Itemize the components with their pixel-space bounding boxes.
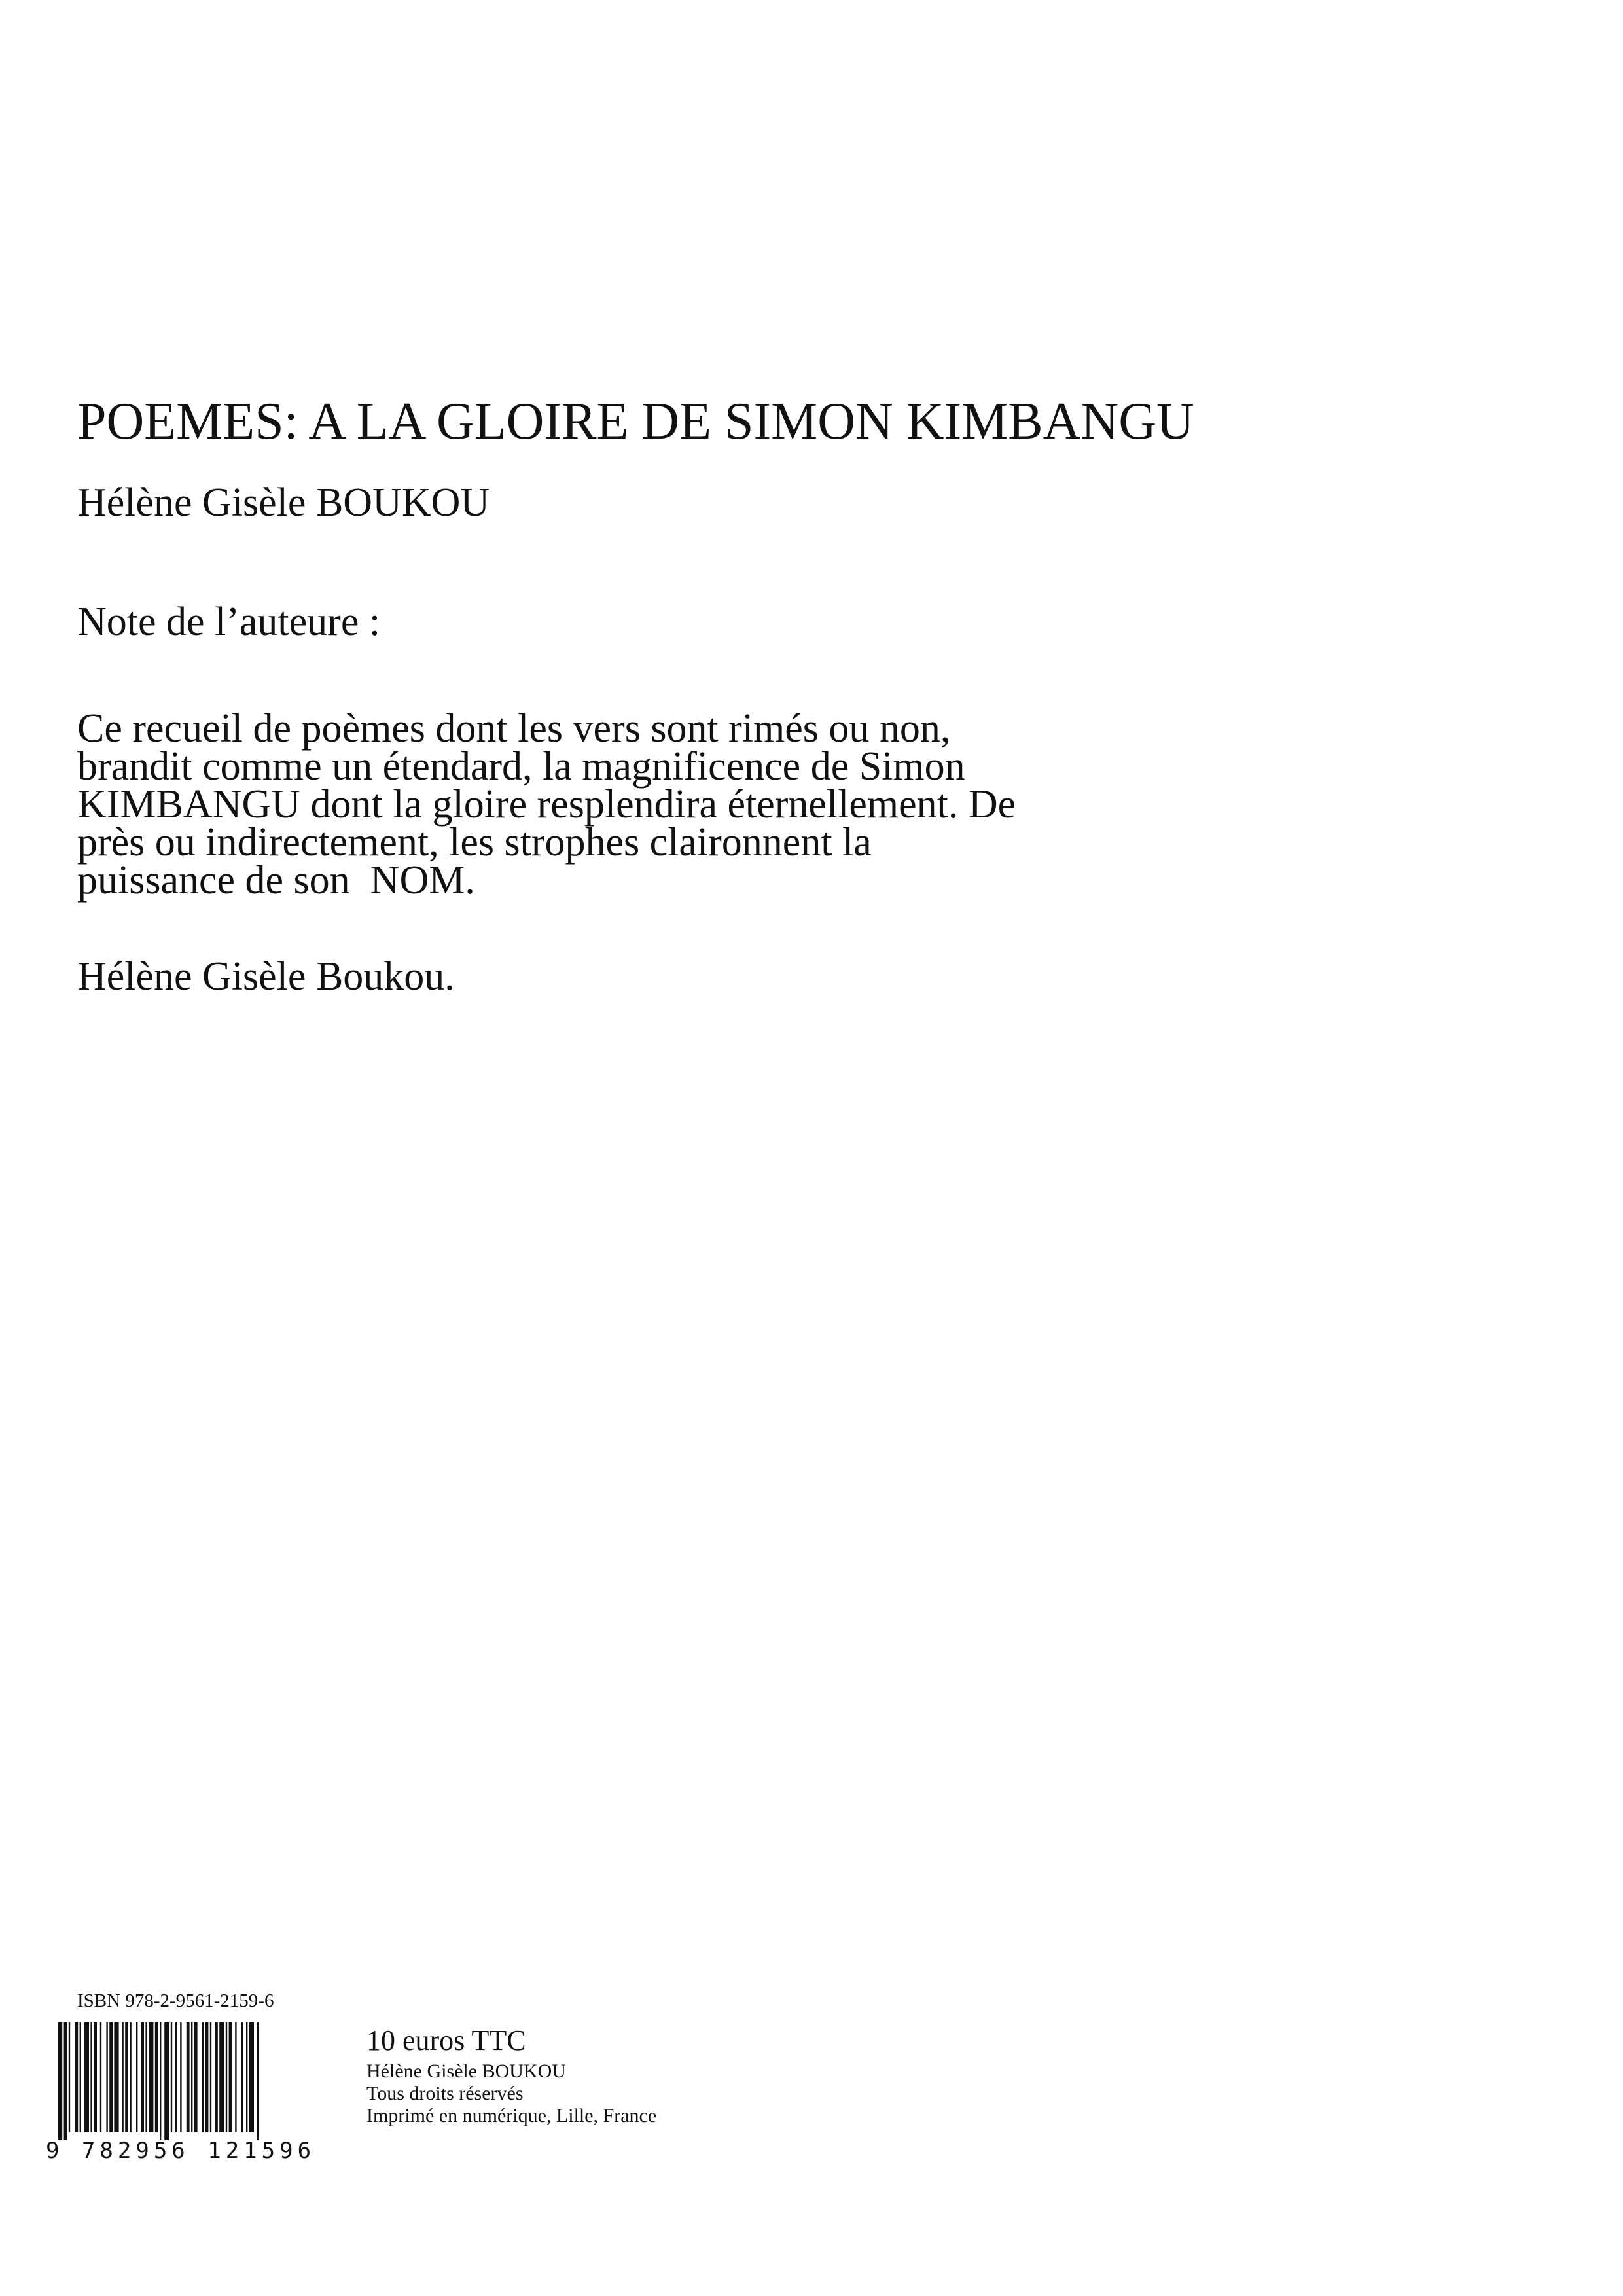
barcode-bar bbox=[106, 2022, 107, 2132]
note-line: KIMBANGU dont la gloire resplendira éternellement. De bbox=[77, 782, 1016, 827]
barcode-bar bbox=[64, 2022, 67, 2140]
barcode-bar bbox=[125, 2022, 128, 2132]
barcode-bar bbox=[171, 2022, 172, 2132]
barcode-bar bbox=[58, 2022, 62, 2140]
barcode-bar bbox=[130, 2022, 131, 2132]
price: 10 euros TTC bbox=[366, 2024, 526, 2056]
author-name: Hélène Gisèle BOUKOU bbox=[77, 480, 490, 525]
barcode-bar bbox=[229, 2022, 232, 2132]
barcode-bar bbox=[194, 2022, 198, 2132]
note-line: puissance de son NOM. bbox=[77, 858, 475, 903]
book-title: POEMES: A LA GLOIRE DE SIMON KIMBANGU bbox=[77, 393, 1194, 450]
barcode-bar bbox=[205, 2022, 209, 2132]
barcode-bar bbox=[94, 2022, 97, 2132]
barcode-bar bbox=[114, 2022, 118, 2132]
barcode-bar bbox=[122, 2022, 123, 2132]
barcode-bar bbox=[249, 2022, 254, 2132]
barcode-bar bbox=[257, 2022, 259, 2140]
barcode-bar bbox=[219, 2022, 224, 2132]
barcode-bar bbox=[241, 2022, 243, 2132]
barcode-bar bbox=[155, 2022, 158, 2132]
barcode-bar bbox=[149, 2022, 153, 2132]
barcode-bar bbox=[109, 2022, 113, 2132]
note-heading: Note de l’auteure : bbox=[77, 600, 381, 644]
barcode-bar bbox=[136, 2022, 137, 2132]
barcode-bar bbox=[145, 2022, 147, 2132]
note-line: brandit comme un étendard, la magnificence de Simon bbox=[77, 744, 965, 789]
imprint-author: Hélène Gisèle BOUKOU bbox=[366, 2060, 566, 2082]
author-note bbox=[77, 706, 1452, 903]
imprint-rights: Tous droits réservés bbox=[366, 2083, 524, 2104]
note-line: près ou indirectement, les strophes claironnent la bbox=[77, 820, 872, 865]
barcode-bar bbox=[246, 2022, 247, 2132]
barcode-bar bbox=[141, 2022, 144, 2132]
barcode-bar bbox=[235, 2022, 236, 2132]
barcode-digits: 9 782956 121596 bbox=[46, 2138, 316, 2164]
barcode-bar bbox=[75, 2022, 78, 2132]
barcode-bar bbox=[100, 2022, 101, 2132]
author-signature: Hélène Gisèle Boukou. bbox=[77, 954, 455, 999]
barcode-bar bbox=[210, 2022, 211, 2132]
barcode-bar bbox=[180, 2022, 181, 2132]
barcode-image bbox=[46, 2022, 334, 2140]
barcode-bar bbox=[215, 2022, 218, 2132]
barcode-bar bbox=[226, 2022, 227, 2132]
barcode-bar bbox=[90, 2022, 92, 2132]
barcode-bar bbox=[160, 2022, 161, 2140]
barcode-bar bbox=[84, 2022, 89, 2132]
barcode-bars bbox=[46, 2022, 334, 2140]
barcode-bar bbox=[164, 2022, 169, 2140]
note-line: Ce recueil de poèmes dont les vers sont rimés ou non, bbox=[77, 706, 951, 751]
imprint-printed: Imprimé en numérique, Lille, France bbox=[366, 2105, 657, 2126]
imprint-block bbox=[366, 2060, 656, 2127]
barcode-bar bbox=[69, 2022, 70, 2132]
barcode-bar bbox=[187, 2022, 190, 2132]
barcode-bar bbox=[191, 2022, 192, 2132]
isbn-label: ISBN 978-2-9561-2159-6 bbox=[77, 1990, 274, 2011]
barcode-bar bbox=[175, 2022, 177, 2132]
barcode-bar bbox=[202, 2022, 204, 2132]
barcode-bar bbox=[80, 2022, 81, 2132]
